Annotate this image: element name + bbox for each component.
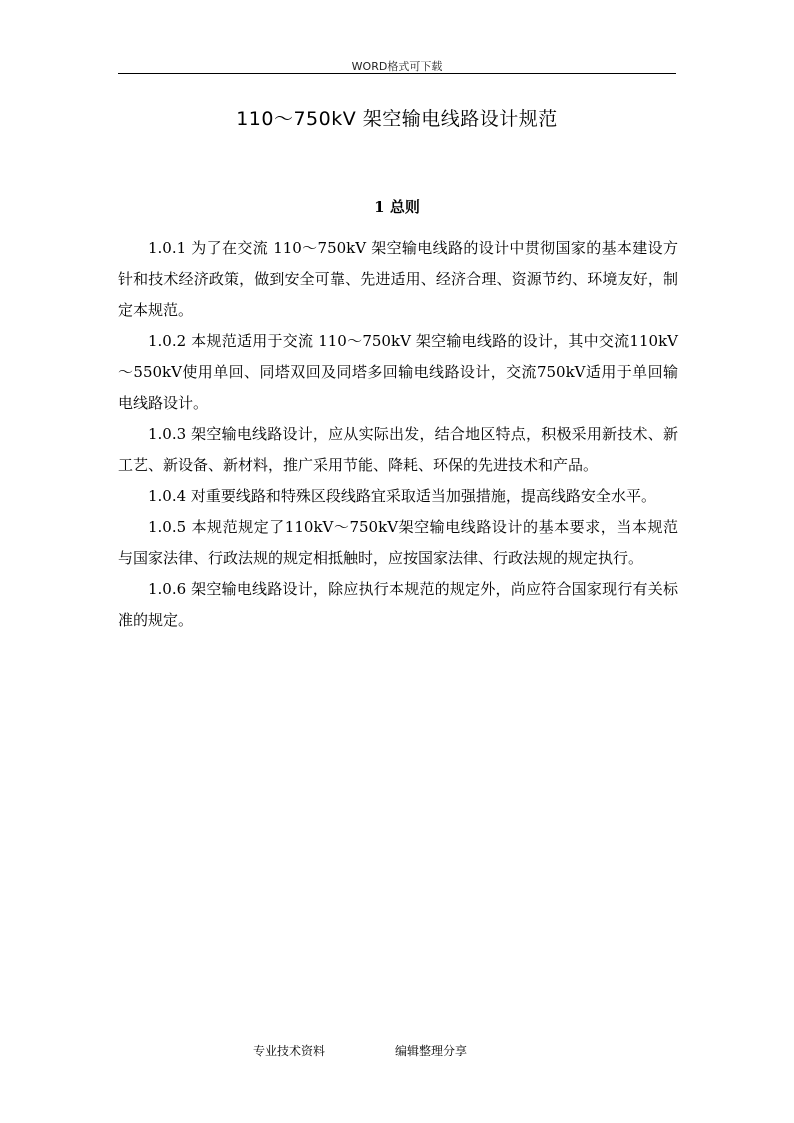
clause-1-0-4: 1.0.4 对重要线路和特殊区段线路宜采取适当加强措施，提高线路安全水平。 [148,487,656,505]
document-title: 110～750kV 架空输电线路设计规范 [236,108,558,130]
footer-right-text: 编辑整理分享 [395,1044,468,1058]
header-divider [118,73,676,74]
document-body [118,233,678,636]
footer-left-text: 专业技术资料 [253,1044,326,1058]
clause-1-0-5: 1.0.5 本规范规定了110kV～750kV架空输电线路设计的基本要求，当本规范与国家法律、行政法规的规定相抵触时，应按国家法律、行政法规的规定执行。 [118,518,678,567]
clause-1-0-3: 1.0.3 架空输电线路设计，应从实际出发，结合地区特点，积极采用新技术、新工艺、新设备、新材料，推广采用节能、降耗、环保的先进技术和产品。 [118,425,678,474]
section-heading: 1 总则 [374,198,420,216]
page-header: WORD格式可下载 [351,60,443,73]
clause-1-0-1: 1.0.1 为了在交流 110～750kV 架空输电线路的设计中贯彻国家的基本建设方针和技术经济政策，做到安全可靠、先进适用、经济合理、资源节约、环境友好，制定本规范。 [118,239,678,319]
clause-1-0-2: 1.0.2 本规范适用于交流 110～750kV 架空输电线路的设计，其中交流110kV～550kV使用单回、同塔双回及同塔多回输电线路设计，交流750kV适用于单回输电线路设计。 [118,332,678,412]
clause-1-0-6: 1.0.6 架空输电线路设计，除应执行本规范的规定外，尚应符合国家现行有关标准的规定。 [118,580,678,629]
